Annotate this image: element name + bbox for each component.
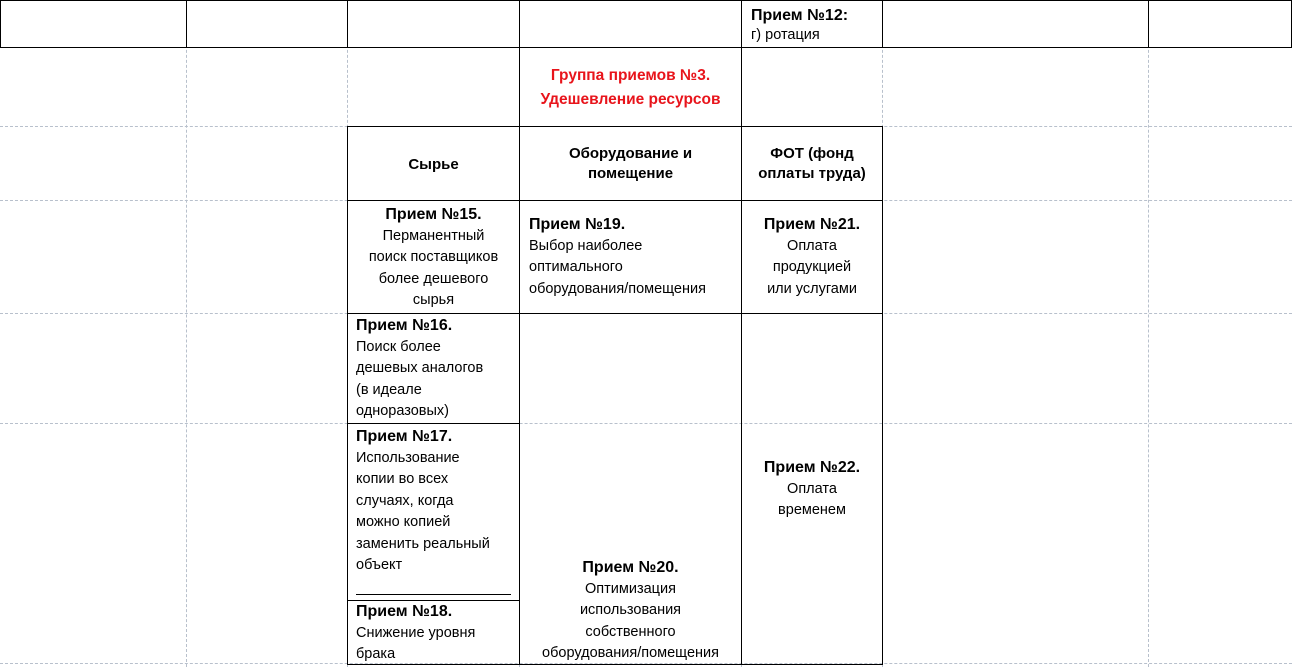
p20-line: оборудования/помещения [542,645,719,661]
cell-border [741,47,742,127]
p18-line: брака [356,646,396,662]
cell-p17[interactable] [356,426,518,577]
cell-p19[interactable] [529,214,741,300]
cell-border [0,0,1291,1]
p16-title: Прием №16. [356,317,453,334]
cell-p16[interactable] [356,315,518,423]
p16-line: одноразовых) [356,403,449,419]
cell-p12[interactable] [751,6,879,45]
p20-line: Оптимизация [585,580,676,597]
header-equipment-line2: помещение [587,165,674,182]
p15-line: поиск поставщиков [368,249,499,265]
p21-line: или услугами [767,280,857,297]
p17-title: Прием №17. [356,428,453,445]
cell-p18[interactable] [356,601,518,666]
cell-p20[interactable] [520,557,741,665]
header-equipment-line1: Оборудование и [568,145,693,162]
p21-line: Оплата [787,237,837,254]
gridline [186,0,187,667]
cell-p21[interactable] [742,214,882,300]
cell-border [0,47,1291,48]
p17-line: Использование [356,449,460,466]
group-title-line1: Группа приемов №3. [550,67,711,84]
p17-line: заменить реальный [356,535,490,552]
header-raw[interactable]: Сырье [408,156,459,173]
p16-line: (в идеале [356,381,422,398]
cell-border [347,0,348,48]
group-title-line2: Удешевление ресурсов [540,91,721,108]
p18-title: Прием №18. [356,603,453,620]
cell-border [347,313,883,314]
p12-title: Прием №12: [751,7,849,24]
p19-line: Выбор наиболее [529,237,643,254]
cell-border [882,0,883,48]
gridline [1148,0,1149,667]
p21-title: Прием №21. [763,216,861,233]
cell-border [186,0,187,48]
header-payroll[interactable] [742,144,882,184]
cell-border [1148,0,1149,48]
p20-line: собственного [585,623,676,640]
p22-line: Оплата [787,480,837,497]
cell-border [741,126,742,665]
p21-line: продукцией [772,259,852,275]
p18-line: Снижение уровня [356,624,476,641]
group-title-cell[interactable] [520,64,741,112]
cell-border [882,126,883,665]
gridline [0,423,1292,424]
p15-title: Прием №15. [385,206,482,223]
p19-line: оборудования/помещения [529,280,706,297]
p20-line: использования [579,602,682,618]
p15-line: Перманентный [382,227,485,244]
cell-border [347,200,883,201]
p17-line: копии во всех [356,471,449,487]
header-equipment[interactable] [520,144,741,184]
p16-line: дешевых аналогов [356,360,484,376]
cell-border [347,126,883,127]
p22-line: временем [778,502,846,518]
header-payroll-line1: ФОТ (фонд [770,145,854,162]
p17-line: объект [356,557,403,573]
cell-border [519,0,520,48]
cell-border [0,0,1,48]
separator-line [356,594,511,595]
p19-title: Прием №19. [529,216,626,233]
p17-line: можно копией [356,514,451,530]
cell-border [741,0,742,48]
cell-p15[interactable] [348,204,519,312]
cell-border [347,423,519,424]
p20-title: Прием №20. [582,559,679,576]
p22-title: Прием №22. [763,459,861,476]
p15-line: сырья [412,292,455,308]
p12-text: г) ротация [751,27,820,43]
cell-p22[interactable] [742,457,882,522]
header-payroll-line2: оплаты труда) [758,165,866,182]
p19-line: оптимального [529,259,623,275]
p15-line: более дешевого [378,270,489,287]
p17-line: случаях, когда [356,492,454,509]
p16-line: Поиск более [356,338,441,355]
